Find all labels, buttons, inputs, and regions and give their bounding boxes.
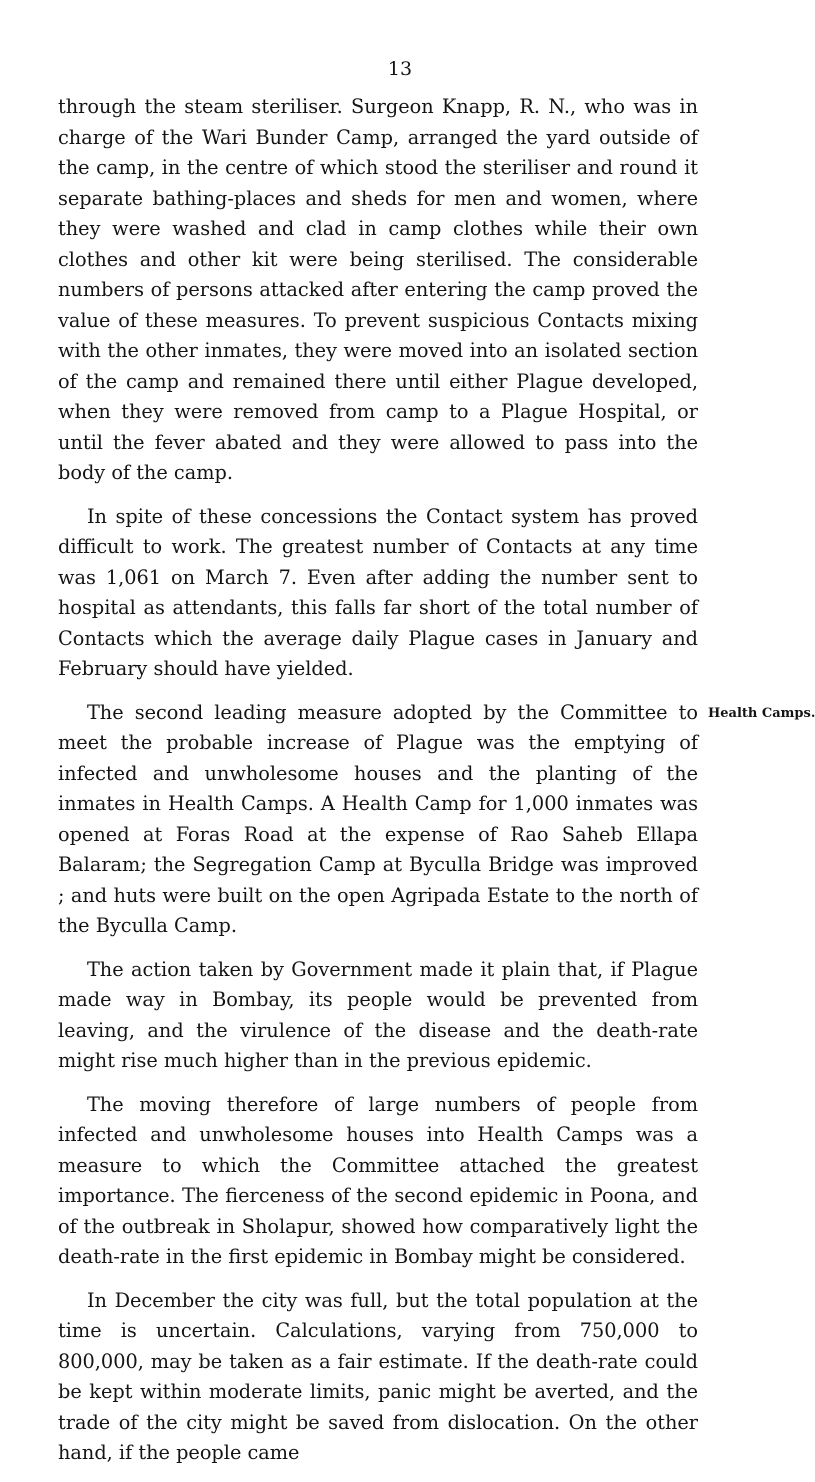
paragraph-government-action: The action taken by Government made it plain that, if Plague made way in Bombay, its people would be prevented from leaving, and the virulence of the disease and the death-rate might rise much higher than in the previous epidemic. xyxy=(58,957,698,1072)
paragraph-steriliser: through the steam steriliser. Surgeon Knapp, R. N., who was in charge of the Wari Bunder Camp, arranged the yard outside of the camp, in the centre of which stood the steriliser and round it separate bathing-places and sheds for men and women, where they were washed and clad in camp clothes while their own clothes and other kit were being sterilised. The considerable numbers of persons attacked after entering the camp proved the value of these measures. To prevent suspicious Contacts mixing with the other inmates, they were moved into an isolated section of the camp and remained there until either Plague developed, when they were removed from camp to a Plague Hospital, or until the fever abated and they were allowed to pass into the body of the camp. xyxy=(58,95,698,484)
body-text xyxy=(58,92,698,1482)
paragraph-moving-people: The moving therefore of large numbers of people from infected and unwholesome houses into Health Camps was a measure to which the Committee attached the greatest importance. The fierceness of the second epidemic in Poona, and of the outbreak in Sholapur, showed how comparatively light the death-rate in the first epidemic in Bombay might be considered. xyxy=(58,1092,698,1268)
marginal-note-health-camps: Health Camps. xyxy=(708,706,815,721)
paragraph-health-camps: The second leading measure adopted by the Committee to meet the probable increase of Plague was the emptying of infected and unwholesome houses and the planting of the inmates in Health Camps. A Health Camp for 1,000 inmates was opened at Foras Road at the expense of Rao Saheb Ellapa Balaram; the Segregation Camp at Byculla Bridge was improved ; and huts were built on the open Agripada Estate to the north of the Byculla Camp. xyxy=(58,700,698,937)
page-number: 13 xyxy=(387,58,413,80)
paragraph-contact-system: In spite of these concessions the Contact system has proved difficult to work. The greatest number of Contacts at any time was 1,061 on March 7. Even after adding the number sent to hospital as attendants, this falls far short of the total number of Contacts which the average daily Plague cases in January and February should have yielded. xyxy=(58,504,698,680)
paragraph-december-population: In December the city was full, but the total population at the time is uncertain. Calculations, varying from 750,000 to 800,000, may be taken as a fair estimate. If the death-rate could be kept within moderate limits, panic might be averted, and the trade of the city might be saved from dislocation. On the other hand, if the people came xyxy=(58,1288,698,1464)
